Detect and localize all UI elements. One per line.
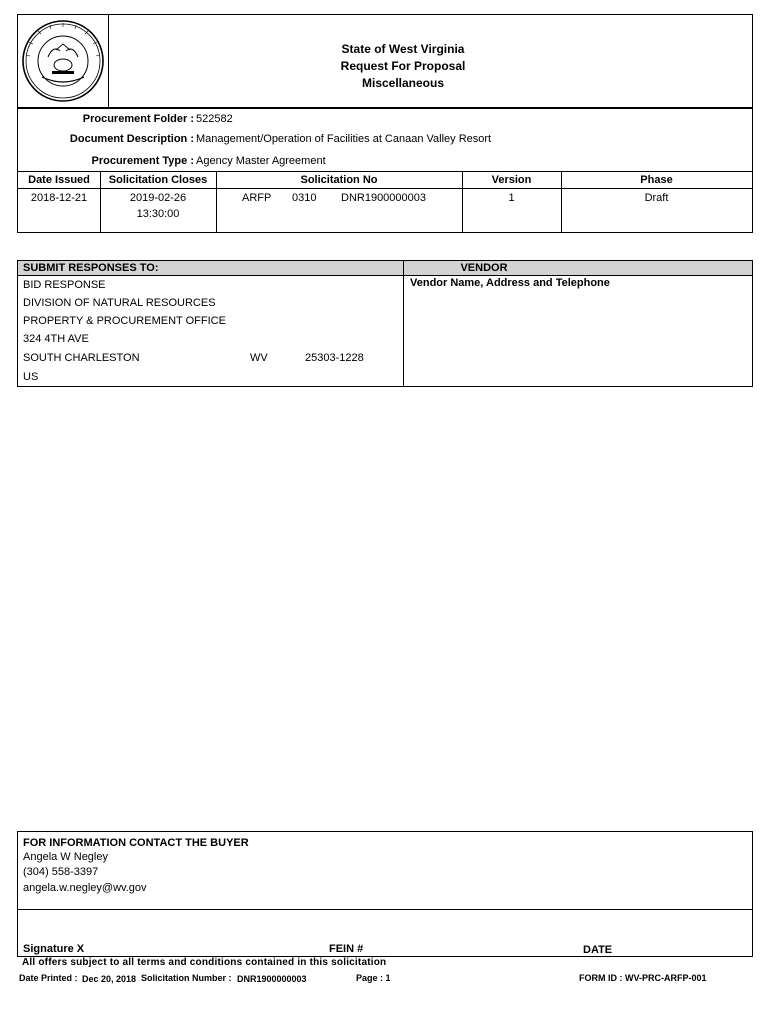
document-description-value: Management/Operation of Facilities at Canaan Valley Resort <box>196 133 492 145</box>
procurement-type-label: Procurement Type : <box>91 155 194 167</box>
header-solicitation-no: Solicitation No <box>300 174 378 186</box>
header-phase: Phase <box>640 174 673 186</box>
table-top-line <box>18 171 752 172</box>
procurement-box <box>17 108 753 233</box>
contact-email: angela.w.negley@wv.gov <box>23 882 147 894</box>
procurement-type-row <box>18 155 194 167</box>
document-description-row <box>18 133 194 145</box>
title-line-1: State of West Virginia <box>341 42 465 56</box>
table-header-line <box>18 188 752 189</box>
submit-line-4: 324 4TH AVE <box>23 333 89 345</box>
header-date-issued: Date Issued <box>28 174 90 186</box>
procurement-folder-row <box>18 113 194 125</box>
header-solicitation-closes: Solicitation Closes <box>108 174 208 186</box>
page-number: Page : 1 <box>356 973 391 983</box>
cell-sol-number: DNR1900000003 <box>341 192 427 204</box>
footer-sol-number-value: DNR1900000003 <box>237 974 307 984</box>
vendor-subheading: Vendor Name, Address and Telephone <box>410 277 610 289</box>
submit-line-2: DIVISION OF NATURAL RESOURCES <box>23 297 216 309</box>
cell-date-issued: 2018-12-21 <box>30 192 88 204</box>
cell-version: 1 <box>508 192 515 204</box>
procurement-folder-value: 522582 <box>196 113 233 125</box>
submit-state: WV <box>250 352 268 364</box>
header-box <box>17 14 753 108</box>
page-title <box>308 41 498 92</box>
submit-city: SOUTH CHARLESTON <box>23 352 140 364</box>
date-printed-label: Date Printed : <box>19 973 78 983</box>
document-description-label: Document Description : <box>69 133 194 145</box>
title-line-2: Request For Proposal <box>340 59 466 73</box>
submit-zip: 25303-1228 <box>305 352 364 364</box>
title-line-3: Miscellaneous <box>361 76 445 90</box>
cell-phase: Draft <box>644 192 669 204</box>
submit-country: US <box>23 371 39 383</box>
cell-closes-time: 13:30:00 <box>136 208 180 220</box>
cell-sol-type: ARFP <box>242 192 272 204</box>
contact-name: Angela W Negley <box>23 851 108 863</box>
procurement-folder-label: Procurement Folder : <box>82 113 194 125</box>
submit-vendor-box <box>17 260 753 387</box>
procurement-type-value: Agency Master Agreement <box>196 155 326 167</box>
submit-line-3: PROPERTY & PROCUREMENT OFFICE <box>23 315 226 327</box>
cell-closes-date: 2019-02-26 <box>129 192 187 204</box>
signature-label: Signature X <box>23 943 85 955</box>
date-label: DATE <box>583 944 613 956</box>
terms-text: All offers subject to all terms and conditions contained in this solicitation <box>22 957 387 968</box>
form-id: FORM ID : WV-PRC-ARFP-001 <box>579 973 707 983</box>
header-version: Version <box>491 174 532 186</box>
header-divider <box>108 15 109 107</box>
signature-divider <box>18 909 752 910</box>
fein-label: FEIN # <box>329 943 364 955</box>
contact-phone: (304) 558-3397 <box>23 866 99 878</box>
state-seal-icon <box>18 15 108 105</box>
cell-sol-agency: 0310 <box>292 192 317 204</box>
submit-line-1: BID RESPONSE <box>23 279 106 291</box>
contact-heading: FOR INFORMATION CONTACT THE BUYER <box>23 837 249 849</box>
contact-signature-box <box>17 831 753 957</box>
submit-heading: SUBMIT RESPONSES TO: <box>23 262 159 274</box>
submit-vendor-divider <box>403 261 404 386</box>
footer-sol-number-label: Solicitation Number : <box>141 973 232 983</box>
vendor-heading: VENDOR <box>460 262 508 274</box>
date-printed-value: Dec 20, 2018 <box>82 974 137 984</box>
